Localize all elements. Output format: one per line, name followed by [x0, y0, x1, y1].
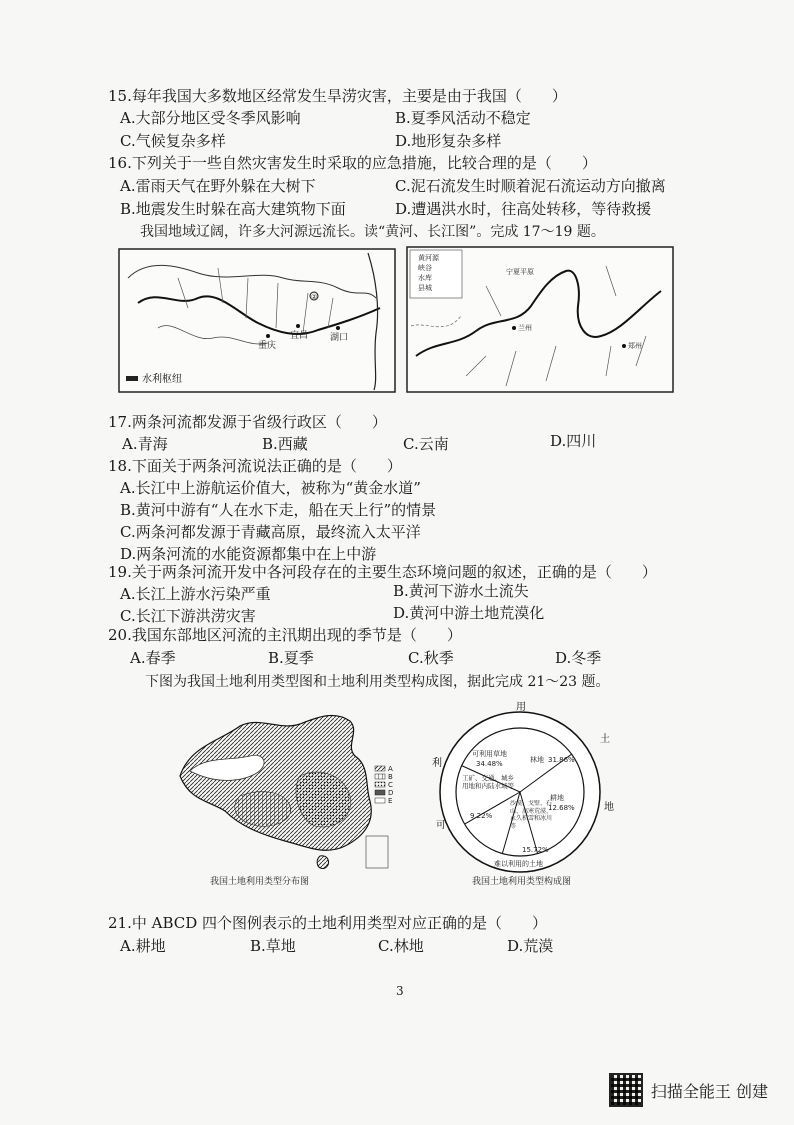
q17-option-d: D.四川 — [550, 432, 597, 450]
q16-option-b: B.地震发生时躲在高大建筑物下面 — [120, 200, 346, 218]
intro-17-19: 我国地域辽阔，许多大河源远流长。读“黄河、长江图”。完成 17～19 题。 — [140, 224, 605, 240]
pie-outer-left: 利 — [432, 758, 442, 769]
q18-option-b: B.黄河中游有“人在水下走，船在天上行”的情景 — [120, 501, 437, 519]
pie-outer-left-low: 可 — [436, 820, 446, 831]
q15-option-a: A.大部分地区受冬季风影响 — [120, 109, 301, 127]
slice-value-construction: 9.22% — [470, 812, 493, 820]
q17-option-b: B.西藏 — [262, 435, 308, 453]
q17-option-c: C.云南 — [403, 435, 449, 453]
q20-option-a: A.春季 — [130, 649, 176, 667]
q18-option-a: A.长江中上游航运价值大，被称为“黄金水道” — [120, 479, 421, 497]
slice-value-grassland: 34.48% — [476, 760, 503, 768]
q21-stem: 21.中 ABCD 四个图例表示的土地利用类型对应正确的是（ ） — [108, 914, 548, 932]
yangtze-legend-label: 水利枢纽 — [142, 374, 182, 385]
dam-marker-label: ② — [311, 293, 318, 301]
slice-value-forest: 31.86% — [548, 756, 575, 764]
slice-label-desert-wrap — [510, 800, 552, 848]
city-chongqing: 重庆 — [258, 341, 277, 351]
slice-label-construction: 工矿、交通、城乡用地和内陆水域等 — [462, 774, 514, 790]
qr-code-icon — [609, 1073, 643, 1107]
q21-option-a: A.耕地 — [120, 937, 166, 955]
place-ningxia: 宁夏平原 — [506, 268, 534, 276]
q19-option-a: A.长江上游水污染严重 — [120, 585, 271, 603]
slice-value-farmland: 12.68% — [548, 804, 575, 812]
legend-item-4: 县城 — [418, 284, 432, 292]
dam-legend-icon — [126, 376, 138, 381]
q19-option-c: C.长江下游洪涝灾害 — [120, 607, 256, 625]
q21-option-c: C.林地 — [378, 937, 424, 955]
q17-option-a: A.青海 — [122, 435, 168, 453]
q18-option-c: C.两条河都发源于青藏高原，最终流入太平洋 — [120, 523, 421, 541]
slice-label-desert: 沙漠、戈壁、石山、高寒荒漠、永久积雪和冰川等 — [510, 800, 552, 830]
slice-label-construction-wrap — [462, 774, 514, 814]
q19-option-b: B.黄河下游水土流失 — [393, 582, 529, 600]
q21-option-d: D.荒漠 — [507, 937, 554, 955]
legend-b: B — [388, 773, 393, 781]
q19-option-d: D.黄河中游土地荒漠化 — [393, 604, 545, 622]
yellow-river-map — [406, 246, 674, 393]
q15-stem: 15.每年我国大多数地区经常发生旱涝灾害，主要是由于我国（ ） — [108, 87, 567, 105]
land-use-pie-chart — [428, 700, 616, 890]
q20-option-b: B.夏季 — [268, 649, 314, 667]
slice-value-desert: 15.72% — [522, 846, 549, 854]
legend-item-2: 峡谷 — [418, 264, 432, 272]
pie-outer-top: 用 — [516, 702, 526, 713]
scanner-watermark-text: 扫描全能王 创建 — [650, 1081, 768, 1101]
city-yichang: 宜昌 — [290, 331, 309, 341]
q20-option-d: D.冬季 — [555, 649, 602, 667]
q20-stem: 20.我国东部地区河流的主汛期出现的季节是（ ） — [108, 626, 462, 644]
q16-option-a: A.雷雨天气在野外躲在大树下 — [120, 177, 316, 195]
land-map-caption: 我国土地利用类型分布图 — [210, 877, 310, 887]
q18-stem: 18.下面关于两条河流说法正确的是（ ） — [108, 457, 402, 475]
place-zhengzhou: 郑州 — [628, 342, 642, 350]
slice-label-grassland: 可利用草地 — [472, 750, 507, 758]
legend-item-3: 水库 — [418, 274, 432, 282]
legend-d: D — [388, 789, 394, 797]
city-hukou: 湖口 — [330, 333, 349, 343]
q19-stem: 19.关于两条河流开发中各河段存在的主要生态环境问题的叙述，正确的是（ ） — [108, 563, 657, 581]
q15-option-b: B.夏季风活动不稳定 — [395, 109, 531, 127]
legend-a: A — [388, 765, 393, 773]
q17-stem: 17.两条河流都发源于省级行政区（ ） — [108, 413, 387, 431]
pie-outer-right-top: 土 — [600, 734, 610, 745]
q21-option-b: B.草地 — [250, 937, 296, 955]
q15-option-c: C.气候复杂多样 — [120, 132, 226, 150]
q16-stem: 16.下列关于一些自然灾害发生时采取的应急措施，比较合理的是（ ） — [108, 154, 597, 172]
pie-outer-right: 地 — [604, 802, 614, 813]
intro-21-23: 下图为我国土地利用类型图和土地利用类型构成图，据此完成 21～23 题。 — [145, 674, 610, 690]
legend-item-1: 黄河源 — [418, 254, 439, 262]
yangtze-river-map — [118, 248, 396, 393]
q16-option-c: C.泥石流发生时顺着泥石流运动方向撤离 — [395, 177, 666, 195]
pie-outer-bottom: 难以利用的土地 — [494, 860, 543, 868]
q15-option-d: D.地形复杂多样 — [395, 132, 502, 150]
pie-caption: 我国土地利用类型构成图 — [472, 877, 572, 887]
slice-label-forest: 林地 — [530, 756, 544, 764]
q18-option-d: D.两条河流的水能资源都集中在上中游 — [120, 545, 377, 563]
scanner-watermark — [609, 1073, 768, 1107]
slice-label-farmland: 耕地 — [550, 794, 564, 802]
page-number: 3 — [396, 984, 404, 998]
land-use-distribution-map — [170, 706, 410, 891]
q16-option-d: D.遭遇洪水时，往高处转移，等待救援 — [395, 200, 652, 218]
place-lanzhou: 兰州 — [518, 324, 532, 332]
legend-e: E — [388, 797, 393, 805]
legend-c: C — [388, 781, 393, 789]
q20-option-c: C.秋季 — [408, 649, 454, 667]
